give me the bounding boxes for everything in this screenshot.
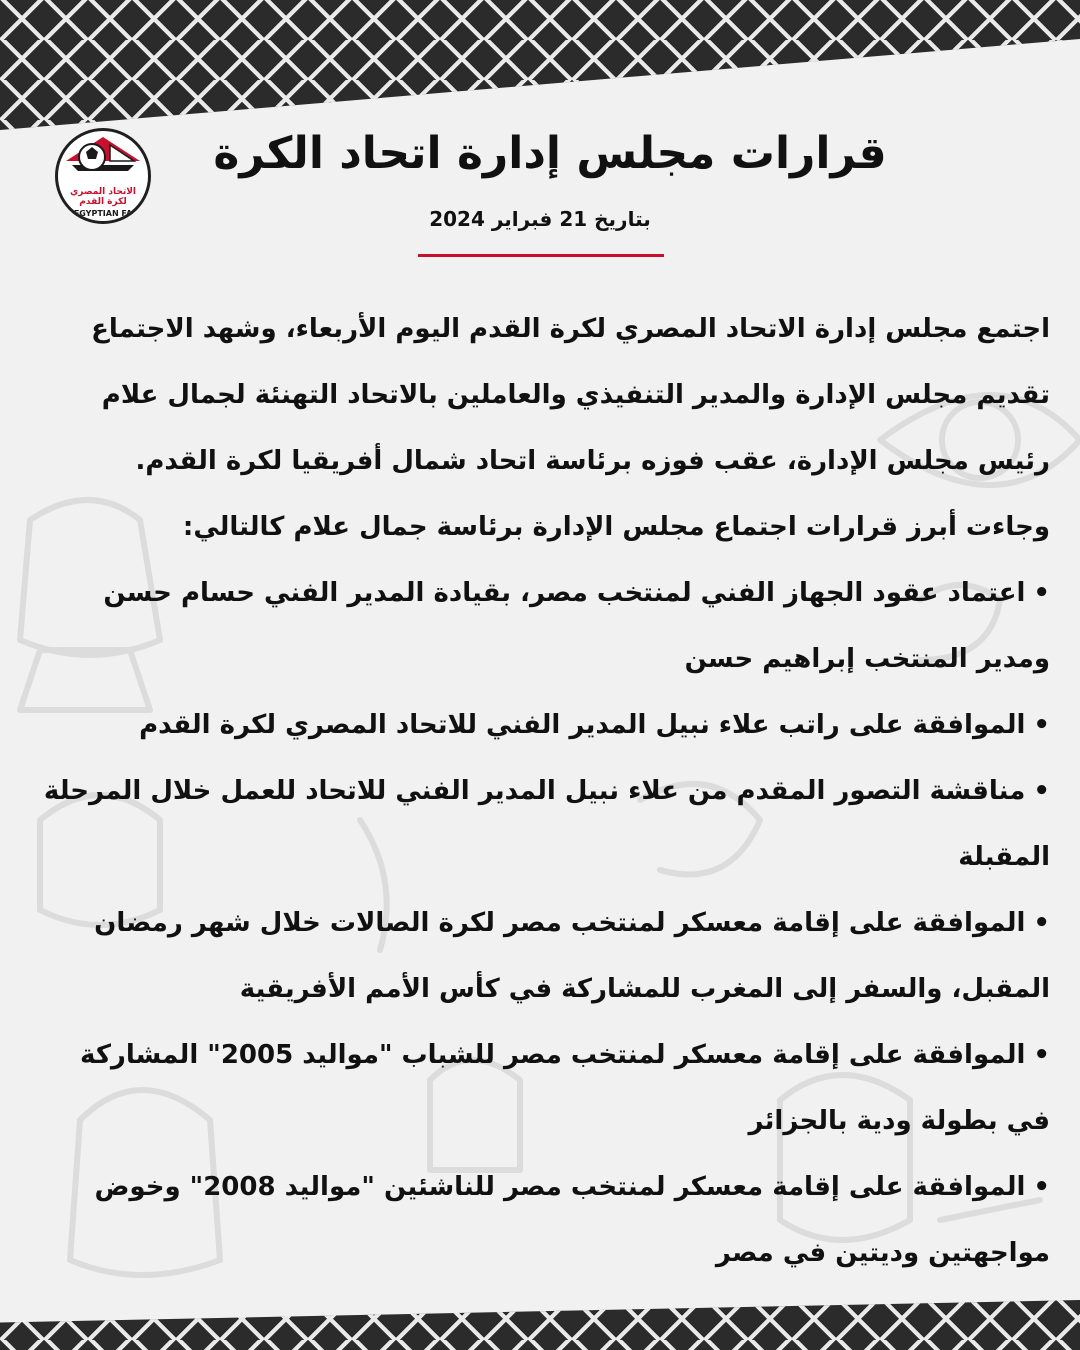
decision-text: الموافقة على إقامة معسكر لمنتخب مصر لكرة الصالات خلال شهر رمضان المقبل، والسفر إلى المغرب للمشاركة في كأس الأمم الأفريقية bbox=[94, 908, 1050, 1004]
bullet-icon: • bbox=[1033, 1172, 1050, 1202]
egyptian-fa-logo bbox=[55, 128, 151, 224]
decision-item bbox=[30, 890, 1050, 1022]
decision-item bbox=[30, 560, 1050, 692]
date-line: بتاريخ 21 فبراير 2024 bbox=[429, 207, 651, 231]
bullet-icon: • bbox=[1033, 776, 1050, 806]
statement-body bbox=[30, 296, 1050, 1286]
decision-text: مناقشة التصور المقدم من علاء نبيل المدير الفني للاتحاد للعمل خلال المرحلة المقبلة bbox=[43, 776, 1050, 872]
bullet-icon: • bbox=[1033, 578, 1050, 608]
logo-emblem-icon bbox=[58, 131, 148, 187]
bullet-icon: • bbox=[1033, 710, 1050, 740]
decisions-intro: وجاءت أبرز قرارات اجتماع مجلس الإدارة برئاسة جمال علام كالتالي: bbox=[182, 512, 1050, 542]
decision-item bbox=[30, 758, 1050, 890]
decision-text: الموافقة على إقامة معسكر لمنتخب مصر للشباب "مواليد 2005" المشاركة في بطولة ودية بالجزائر bbox=[80, 1040, 1050, 1136]
logo-text-arabic: الاتحاد المصري bbox=[70, 187, 136, 197]
logo-text-arabic-2: لكرة القدم bbox=[79, 197, 127, 207]
bullet-icon: • bbox=[1033, 908, 1050, 938]
logo-text-english: EGYPTIAN FA bbox=[73, 209, 133, 218]
decision-item bbox=[30, 692, 1050, 758]
intro-paragraph: اجتمع مجلس إدارة الاتحاد المصري لكرة القدم اليوم الأربعاء، وشهد الاجتماع تقديم مجلس الإدارة والمدير التنفيذي والعاملين بالاتحاد التهنئة لجمال علام رئيس مجلس الإدارة، عقب فوزه برئاسة اتحاد شمال أفريقيا لكرة القدم. bbox=[91, 314, 1050, 476]
bullet-icon: • bbox=[1033, 1040, 1050, 1070]
title-divider bbox=[418, 254, 664, 257]
decision-item bbox=[30, 1154, 1050, 1286]
decision-item bbox=[30, 1022, 1050, 1154]
decision-text: الموافقة على إقامة معسكر لمنتخب مصر للناشئين "مواليد 2008" وخوض مواجهتين وديتين في مصر bbox=[94, 1172, 1050, 1268]
decision-text: الموافقة على راتب علاء نبيل المدير الفني للاتحاد المصري لكرة القدم bbox=[139, 710, 1026, 740]
page-title: قرارات مجلس إدارة اتحاد الكرة bbox=[213, 128, 887, 179]
decision-text: اعتماد عقود الجهاز الفني لمنتخب مصر، بقيادة المدير الفني حسام حسن ومدير المنتخب إبراهيم حسن bbox=[103, 578, 1050, 674]
